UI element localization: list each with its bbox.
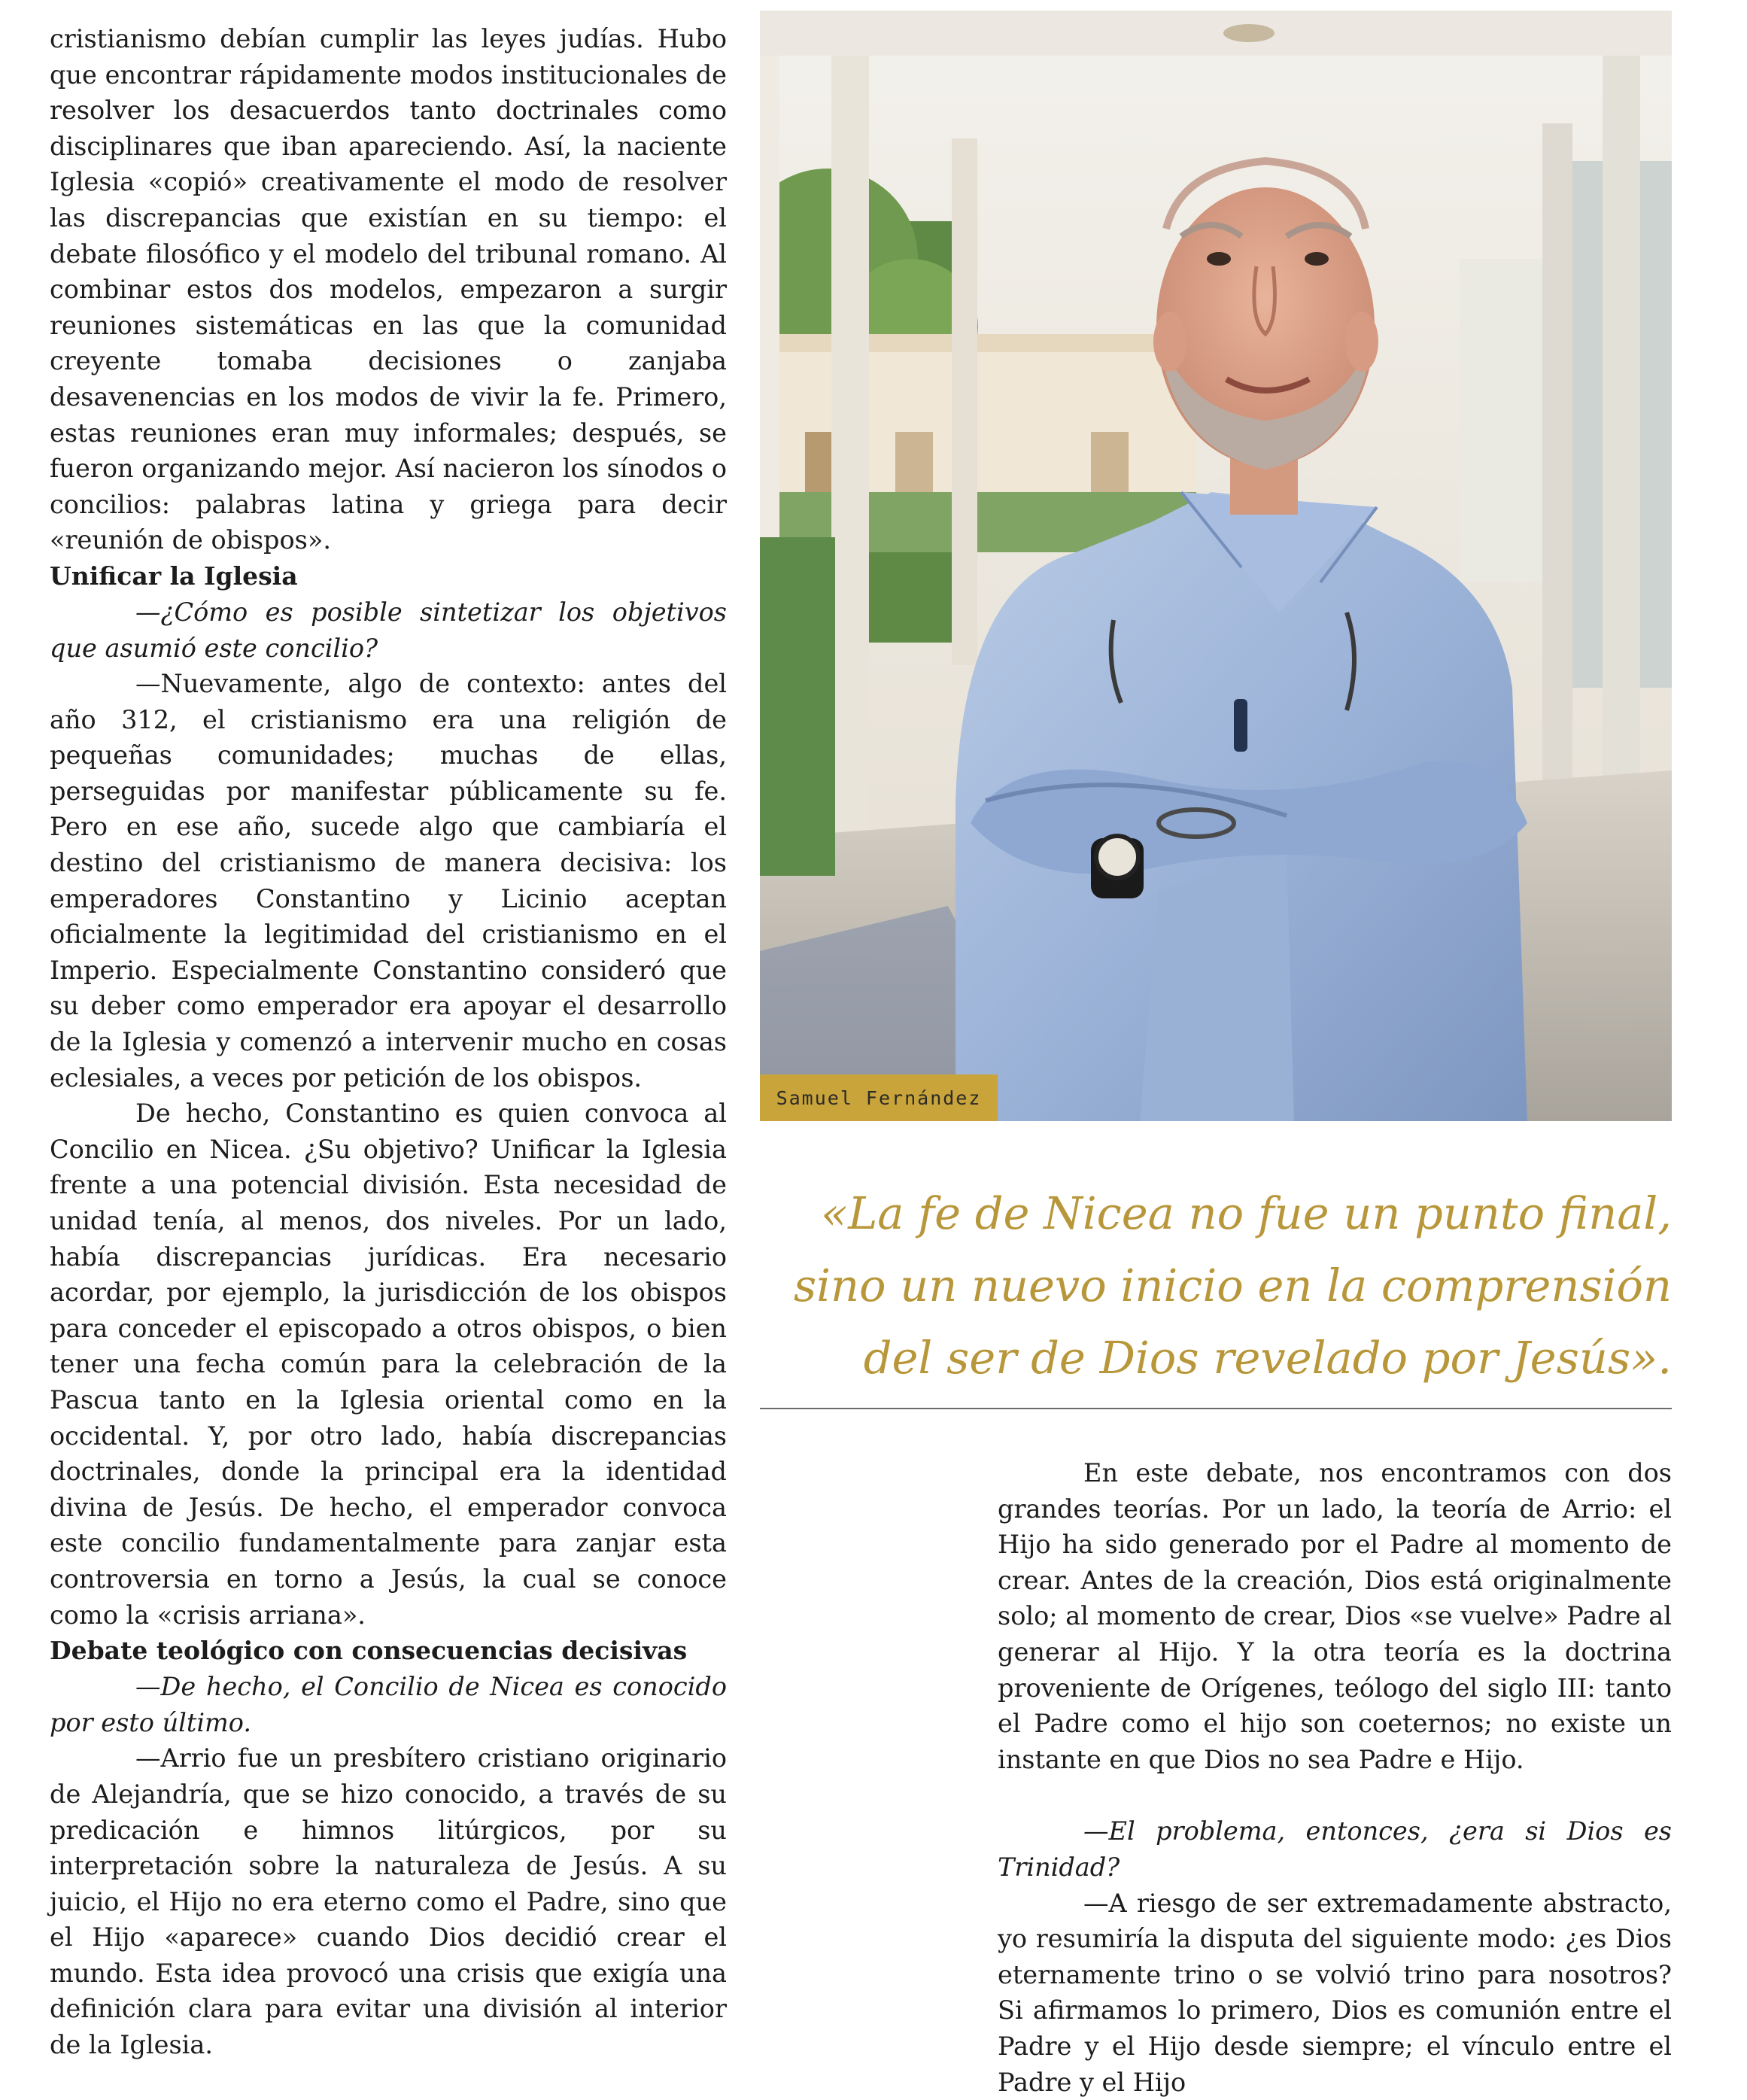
interview-answer-2: —Arrio fue un presbítero cristiano originario de Alejandría, que se hizo conocido, a través de su predicación e himnos litúrgicos, por su interpretación sobre la naturaleza de Jesús. A su juicio, el Hijo no era eterno como el Padre, sino que el Hijo «aparece» cuando Dios decidió crear el mundo. Esta idea provocó una crisis que exigía una definición clara para evitar una división al interior de la Iglesia.: [50, 1743, 727, 2060]
left-column: [50, 21, 727, 2063]
portrait-photo: [760, 11, 1672, 1121]
portrait-illustration: [760, 11, 1672, 1121]
photo-caption: Samuel Fernández: [760, 1074, 998, 1121]
divider-rule: [760, 1408, 1672, 1409]
interview-answer-1-paragraph-1: —Nuevamente, algo de contexto: antes del año 312, el cristianismo era una religión de pequeñas comunidades; muchas de ellas, perseguidas por manifestar públicamente su fe. Pero en ese año, sucede algo que cambiaría el destino del cristianismo de manera decisiva: los emperadores Constantino y Licinio aceptan oficialmente la legitimidad del cristianismo en el Imperio. Especialmente Constantino consideró que su deber como emperador era apoyar el desarrollo de la Iglesia y comenzó a intervenir mucho en cosas eclesiales, a veces por petición de los obispos.: [50, 669, 727, 1093]
interview-answer-3: —A riesgo de ser extremadamente abstracto, yo resumiría la disputa del siguiente modo: ¿es Dios eternamente trino o se volvió trino para nosotros? Si afirmamos lo primero, Dios es comunión entre el Padre y el Hijo desde siempre; el vínculo entre el Padre y el Hijo: [998, 1888, 1672, 2097]
right-column: [998, 1455, 1672, 2100]
paragraph-gap: [998, 1777, 1672, 1813]
interview-question-2: —De hecho, el Concilio de Nicea es conocido por esto último.: [50, 1672, 727, 1737]
pull-quote: «La fe de Nicea no fue un punto final, sino un nuevo inicio en la comprensión del ser de Dios revelado por Jesús».: [793, 1187, 1672, 1384]
section-heading-debate: Debate teológico con consecuencias decisivas: [50, 1636, 688, 1666]
interview-question-3: —El problema, entonces, ¿era si Dios es Trinidad?: [998, 1816, 1672, 1882]
section-heading-unificar: Unificar la Iglesia: [50, 561, 298, 591]
interview-answer-1-paragraph-2: De hecho, Constantino es quien convoca al Concilio en Nicea. ¿Su objetivo? Unificar la Iglesia frente a una potencial división. Esta necesidad de unidad tenía, al menos, dos niveles. Por un lado, había discrepancias jurídicas. Era necesario acordar, por ejemplo, la jurisdicción de los obispos para conceder el episcopado a otros obispos, o bien tener una fecha común para la celebración de la Pascua tanto en la Iglesia oriental como en la occidental. Y, por otro lado, había discrepancias doctrinales, donde la principal era la identidad divina de Jesús. De hecho, el emperador convoca este concilio fundamentalmente para zanjar esta controversia en torno a Jesús, la cual se conoce como la «crisis arriana».: [50, 1099, 727, 1630]
right-paragraph-1: En este debate, nos encontramos con dos grandes teorías. Por un lado, la teoría de Arrio: el Hijo ha sido generado por el Padre al momento de crear. Antes de la creación, Dios está originalmente solo; al momento de crear, Dios «se vuelve» Padre al generar al Hijo. Y la otra teoría es la doctrina proveniente de Orígenes, teólogo del siglo III: tanto el Padre como el hijo son coeternos; no existe un instante en que Dios no sea Padre e Hijo.: [998, 1458, 1672, 1774]
intro-paragraph: cristianismo debían cumplir las leyes judías. Hubo que encontrar rápidamente modos institucionales de resolver los desacuerdos tanto doctrinales como disciplinares que iban apareciendo. Así, la naciente Iglesia «copió» creativamente el modo de resolver las discrepancias que existían en su tiempo: el debate filosófico y el modelo del tribunal romano. Al combinar estos dos modelos, empezaron a surgir reuniones sistemáticas en las que la comunidad creyente tomaba decisiones o zanjaba desavenencias en los modos de vivir la fe. Primero, estas reuniones eran muy informales; después, se fueron organizando mejor. Así nacieron los sínodos o concilios: palabras latina y griega para decir «reunión de obispos».: [50, 24, 727, 555]
interview-question-1: —¿Cómo es posible sintetizar los objetivos que asumió este concilio?: [50, 597, 727, 663]
